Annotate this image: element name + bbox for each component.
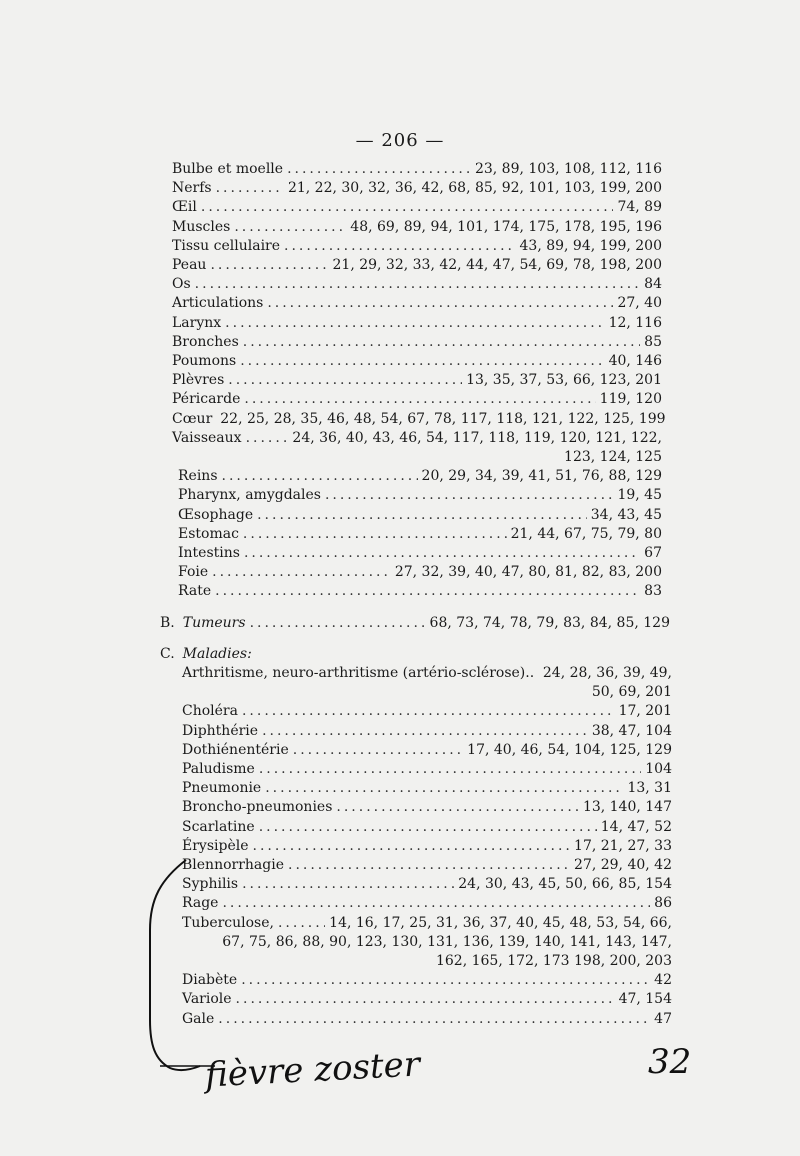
entry-pages: 84 [644, 276, 662, 293]
entry-label: Reins [178, 468, 218, 485]
entry-pages: 67 [644, 545, 662, 561]
entry-label: Diphthérie [182, 722, 259, 739]
entry-label: Blennorrhagie [182, 857, 284, 873]
entry-label: Syphilis [182, 876, 239, 893]
entry-pages: 13, 35, 37, 53, 66, 123, 201 [466, 372, 662, 389]
entry-label: Foie [178, 564, 209, 581]
entry-pages: 86 [654, 895, 672, 912]
entry-label: Os [172, 276, 191, 293]
entry-label: Peau [172, 257, 207, 273]
entry-pages-continued: 67, 75, 86, 88, 90, 123, 130, 131, 136, 139, 140, 141, 143, 147, [222, 933, 672, 950]
entry-label: Œil [172, 199, 197, 216]
entry-pages: 119, 120 [599, 391, 662, 408]
entry-label: Maladies: [182, 645, 252, 662]
entry-label: Articulations [172, 295, 264, 312]
entry-label: Arthritisme, neuro-arthritisme (artério-sclérose).. [182, 665, 535, 681]
entry-label: Tumeurs [182, 614, 246, 631]
entry-pages: 12, 116 [608, 314, 662, 331]
entry-label: Tuberculose, [182, 914, 274, 931]
entry-pages: 13, 140, 147 [582, 799, 672, 816]
entry-pages: 24, 28, 36, 39, 49, [542, 665, 672, 681]
entry-pages: 19, 45 [617, 487, 662, 504]
entry-pages: 47 [654, 1010, 672, 1027]
entry-label: Choléra [182, 703, 238, 720]
entry-label: Intestins [178, 545, 240, 561]
entry-pages: 23, 89, 103, 108, 112, 116 [474, 161, 662, 177]
handwritten-number: 32 [648, 1042, 692, 1082]
entry-pages-continued: 162, 165, 172, 173 198, 200, 203 [435, 953, 672, 969]
entry-pages: 21, 44, 67, 75, 79, 80 [510, 525, 662, 542]
entry-label: Tissu cellulaire [172, 237, 281, 254]
entry-label: Dothiénentérie [182, 741, 289, 758]
entry-label: Larynx [172, 314, 222, 331]
entry-label: Diabète [182, 972, 238, 989]
entry-pages: 21, 22, 30, 32, 36, 42, 68, 85, 92, 101, 103, 199, 200 [287, 180, 662, 197]
entry-label: Péricarde [172, 391, 241, 408]
entry-pages: 17, 21, 27, 33 [574, 837, 672, 854]
entry-label: Muscles [172, 218, 231, 235]
entry-pages: 14, 16, 17, 25, 31, 36, 37, 40, 45, 48, 53, 54, 66, [329, 914, 672, 931]
entry-label: Broncho-pneumonies [182, 799, 333, 816]
entry-pages: 27, 29, 40, 42 [574, 857, 672, 873]
entry-pages: 104 [645, 761, 672, 777]
entry-pages-continued: 123, 124, 125 [564, 449, 662, 465]
entry-label: Gale [182, 1010, 215, 1027]
page-number: — 206 — [355, 130, 445, 151]
entry-pages: 42 [654, 972, 672, 989]
entry-pages: 13, 31 [627, 780, 672, 797]
entry-pages: 27, 40 [617, 295, 662, 312]
entry-label: Bulbe et moelle [172, 161, 284, 177]
entry-label: Rate [178, 583, 212, 600]
entry-label: Pneumonie [182, 780, 262, 797]
entry-pages: 22, 25, 28, 35, 46, 48, 54, 67, 78, 117, 118, 121, 122, 125, 199 [220, 410, 666, 427]
entry-label: Érysipèle [182, 837, 249, 854]
entry-label: Pharynx, amygdales [178, 487, 321, 504]
entry-label: Cœur [172, 410, 213, 427]
entry-pages: 17, 201 [618, 703, 672, 720]
entry-pages: 85 [644, 333, 662, 350]
entry-pages: 68, 73, 74, 78, 79, 83, 84, 85, 129 [429, 614, 670, 631]
entry-label: Rage [182, 895, 219, 912]
entry-pages: 17, 40, 46, 54, 104, 125, 129 [467, 741, 672, 758]
entry-pages: 34, 43, 45 [590, 506, 662, 523]
entry-pages: 40, 146 [608, 353, 662, 369]
entry-label: Œsophage [178, 506, 254, 523]
entry-pages: 74, 89 [617, 199, 662, 216]
entry-pages: 27, 32, 39, 40, 47, 80, 81, 82, 83, 200 [394, 564, 662, 581]
entry-pages: 24, 30, 43, 45, 50, 66, 85, 154 [458, 876, 672, 893]
entry-pages: 21, 29, 32, 33, 42, 44, 47, 54, 69, 78, 198, 200 [332, 257, 662, 273]
entry-label: Estomac [178, 525, 239, 542]
entry-label: Bronches [172, 333, 239, 350]
entry-label: Paludisme [182, 761, 255, 777]
entry-label: Poumons [172, 353, 237, 369]
section-letter: C. [160, 645, 175, 662]
entry-label: Scarlatine [182, 818, 255, 835]
entry-pages: 83 [644, 583, 662, 600]
entry-label: Nerfs [172, 180, 212, 197]
handwritten-note: fièvre zoster [204, 1044, 421, 1096]
entry-pages: 48, 69, 89, 94, 101, 174, 175, 178, 195, 196 [350, 218, 662, 235]
entry-pages: 43, 89, 94, 199, 200 [519, 237, 662, 254]
entry-pages: 20, 29, 34, 39, 41, 51, 76, 88, 129 [421, 468, 662, 485]
entry-label: Vaisseaux [172, 429, 242, 446]
entry-label: Variole [182, 991, 232, 1008]
section-letter: B. [160, 614, 175, 631]
entry-pages: 38, 47, 104 [591, 722, 672, 739]
entry-pages-continued: 50, 69, 201 [591, 684, 672, 701]
entry-pages: 24, 36, 40, 43, 46, 54, 117, 118, 119, 120, 121, 122, [292, 429, 662, 446]
entry-pages: 14, 47, 52 [600, 818, 672, 835]
entry-label: Plèvres [172, 372, 225, 389]
entry-pages: 47, 154 [618, 991, 672, 1008]
